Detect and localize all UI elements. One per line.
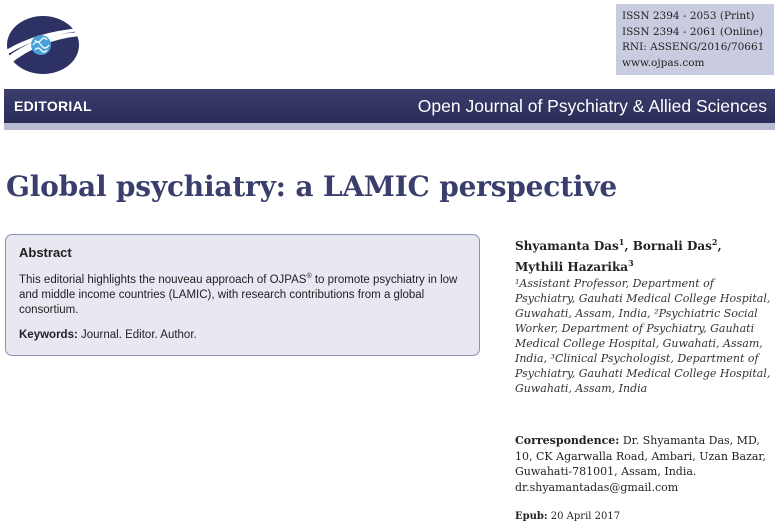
header-band-underline bbox=[4, 123, 775, 130]
keywords-label: Keywords: bbox=[19, 328, 78, 341]
author-name: Shyamanta Das bbox=[515, 239, 619, 253]
correspondence bbox=[515, 433, 777, 495]
article-title: Global psychiatry: a LAMIC perspective bbox=[6, 170, 617, 203]
correspondence-label: Correspondence: bbox=[515, 434, 620, 447]
abstract-heading: Abstract bbox=[19, 245, 72, 260]
abstract-box bbox=[5, 234, 480, 356]
journal-name: Open Journal of Psychiatry & Allied Sciences bbox=[417, 96, 767, 116]
rni-number: RNI: ASSENG/2016/70661 bbox=[622, 41, 765, 53]
abstract-text: This editorial highlights the nouveau approach of OJPAS® to promote psychiatry in low and middle income countries (LAMIC), with research contributions from a global consortium. bbox=[19, 273, 458, 316]
epub-date-value: 20 April 2017 bbox=[547, 511, 621, 522]
author-list: Shyamanta Das$^1$, Bornali Das$^2$, Mythili Hazarika$^3$ bbox=[515, 237, 722, 274]
author-name: Bornali Das bbox=[632, 239, 712, 253]
issn-print: ISSN 2394 - 2053 (Print) bbox=[622, 10, 755, 22]
issn-online: ISSN 2394 - 2061 (Online) bbox=[622, 25, 764, 38]
keywords bbox=[19, 329, 466, 341]
correspondence-text: Dr. Shyamanta Das, MD, 10, CK Agarwalla Road, Ambari, Uzan Bazar, Guwahati-781001, Assam, India. bbox=[515, 434, 766, 478]
author-affiliations: ¹Assistant Professor, Department of Psychiatry, Gauhati Medical College Hospital, Guwahati, Assam, India, ²Psychiatric Social Worker, Department of Psychiatry, Gauhati Medical College Hospital, Guwahati, Assam, India, ³Clinical Psychologist, Department of Psychiatry, Gauhati Medical College Hospital, Guwahati, Assam, India bbox=[515, 277, 771, 395]
journal-website-link[interactable]: www.ojpas.com bbox=[622, 56, 705, 69]
section-label: EDITORIAL bbox=[14, 98, 92, 114]
issn-info-box bbox=[616, 4, 774, 75]
keywords-value: Journal. Editor. Author. bbox=[81, 328, 197, 341]
correspondence-email-link[interactable]: dr.shyamantadas@gmail.com bbox=[515, 480, 679, 494]
ojpas-brain-logo-icon bbox=[6, 14, 80, 76]
author-name: Mythili Hazarika bbox=[515, 260, 629, 274]
epub-date bbox=[515, 511, 620, 522]
epub-label: Epub: bbox=[515, 511, 548, 522]
